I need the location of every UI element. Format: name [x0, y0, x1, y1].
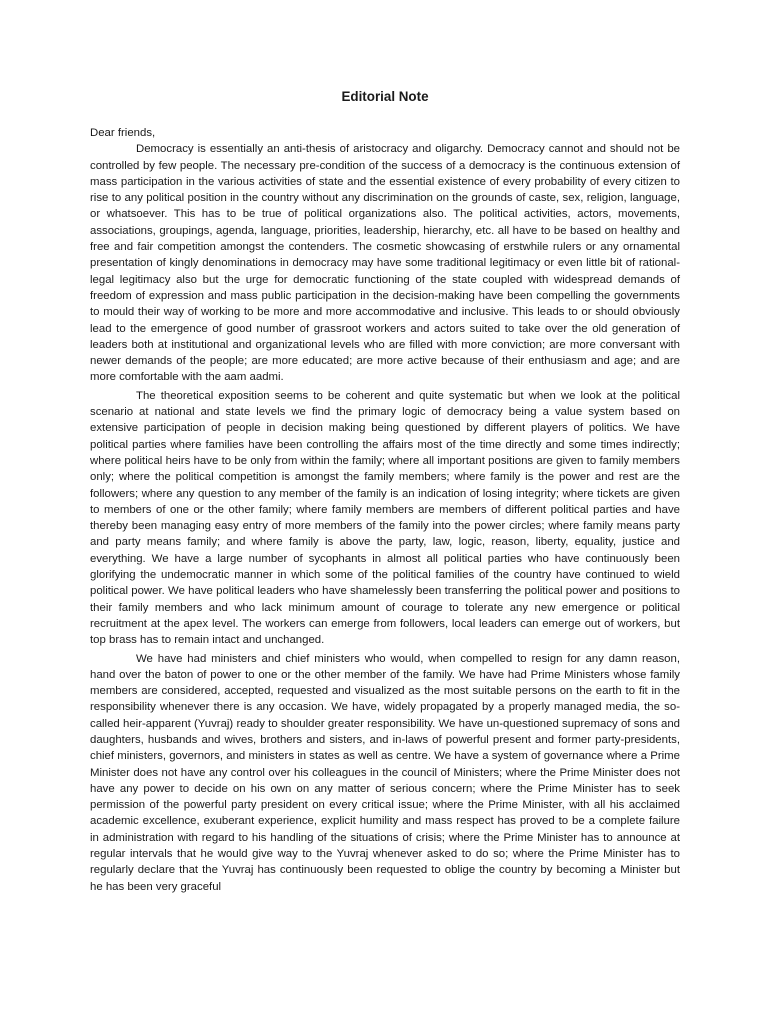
- salutation: Dear friends,: [90, 127, 156, 139]
- page-title: Editorial Note: [341, 89, 429, 104]
- paragraph-1: Democracy is essentially an anti-thesis of aristocracy and oligarchy. Democracy cannot and should not be controlled by few people. The necessary pre-condition of the success of a democracy is the continuous extension of mass participation in the various activities of state and the essential existence of every probability of every citizen to rise to any political position in the country without any discrimination on the grounds of caste, sex, religion, language, or whatsoever. This has to be true of political organizations also. The political activities, actors, movements, associations, groupings, agenda, language, priorities, leadership, hierarchy, etc. all have to be based on healthy and free and fair competition amongst the contenders. The cosmetic showcasing of erstwhile rulers or any ornamental presentation of kingly denominations in democracy may have some traditional legitimacy or even little bit of rational- legal legitimacy also but the urge for democratic functioning of the state coupled with widespread demands of freedom of expression and mass public participation in the decision-making have been compelling the governments to mould their way of working to be more and more accommodative and inclusive. This leads to or should obviously lead to the emergence of good number of grassroot workers and actors suited to take over the old generation of leaders both at institutional and organizational levels who are filled with more conviction; are more conversant with newer demands of the people; are more educated; are more active because of their enthusiasm and age; and are more comfortable with the aam aadmi.: [90, 143, 680, 384]
- paragraph-2: The theoretical exposition seems to be coherent and quite systematic but when we look at the political scenario at national and state levels we find the primary logic of democracy being a value system based on extensive participation of people in decision making being questioned by different players of politics. We have political parties where families have been controlling the affairs most of the time directly and some times indirectly; where political heirs have to be only from within the family; where all important positions are given to family members only; where the political competition is amongst the family members; where family is the power and rest are the followers; where any question to any member of the family is an indication of losing integrity; where tickets are given to members of one or the other family; where family members are members of different political parties and have thereby been managing easy entry of more members of the family into the power circles; where family means party and party means family; and where family is above the party, law, logic, reason, liberty, equality, justice and everything. We have a large number of sycophants in almost all political parties who have continuously been glorifying the undemocratic manner in which some of the political families of the country have continued to wield political power. We have political leaders who have shamelessly been transferring the political power and positions to their family members and who lack minimum amount of courage to tolerate any new emergence or political recruitment at the apex level. The workers can emerge from followers, local leaders can emerge out of workers, but top brass has to remain intact and unchanged.: [90, 389, 680, 647]
- paragraph-3: We have had ministers and chief ministers who would, when compelled to resign for any damn reason, hand over the baton of power to one or the other member of the family. We have had Prime Ministers whose family members are considered, accepted, requested and visualized as the most suitable persons on the earth to fit in the responsibility whenever there is any occasion. We have, widely propagated by a properly managed media, the so-called heir-apparent (Yuvraj) ready to shoulder greater responsibility. We have un-questioned supremacy of sons and daughters, husbands and wives, brothers and sisters, and in-laws of powerful present and former party-presidents, chief ministers, governors, and ministers in states as well as centre. We have a system of governance where a Prime Minister does not have any control over his colleagues in the council of Ministers; where the Prime Minister does not have any power to decide on his own on any matter of serious concern; where the Prime Minister has to seek permission of the powerful party president on every critical issue; where the Prime Minister, with all his acclaimed academic excellence, exuberant experience, explicit humility and mass respect has proved to be a complete failure in administration with regard to his handling of the situations of crisis; where the Prime Minister has to announce at regular intervals that he would give way to the Yuvraj whenever asked to do so; where the Prime Minister has to regularly declare that the Yuvraj has continuously been requested to oblige the country by becoming a Minister but he has been very graceful: [90, 652, 680, 893]
- editorial-body: [90, 88, 680, 897]
